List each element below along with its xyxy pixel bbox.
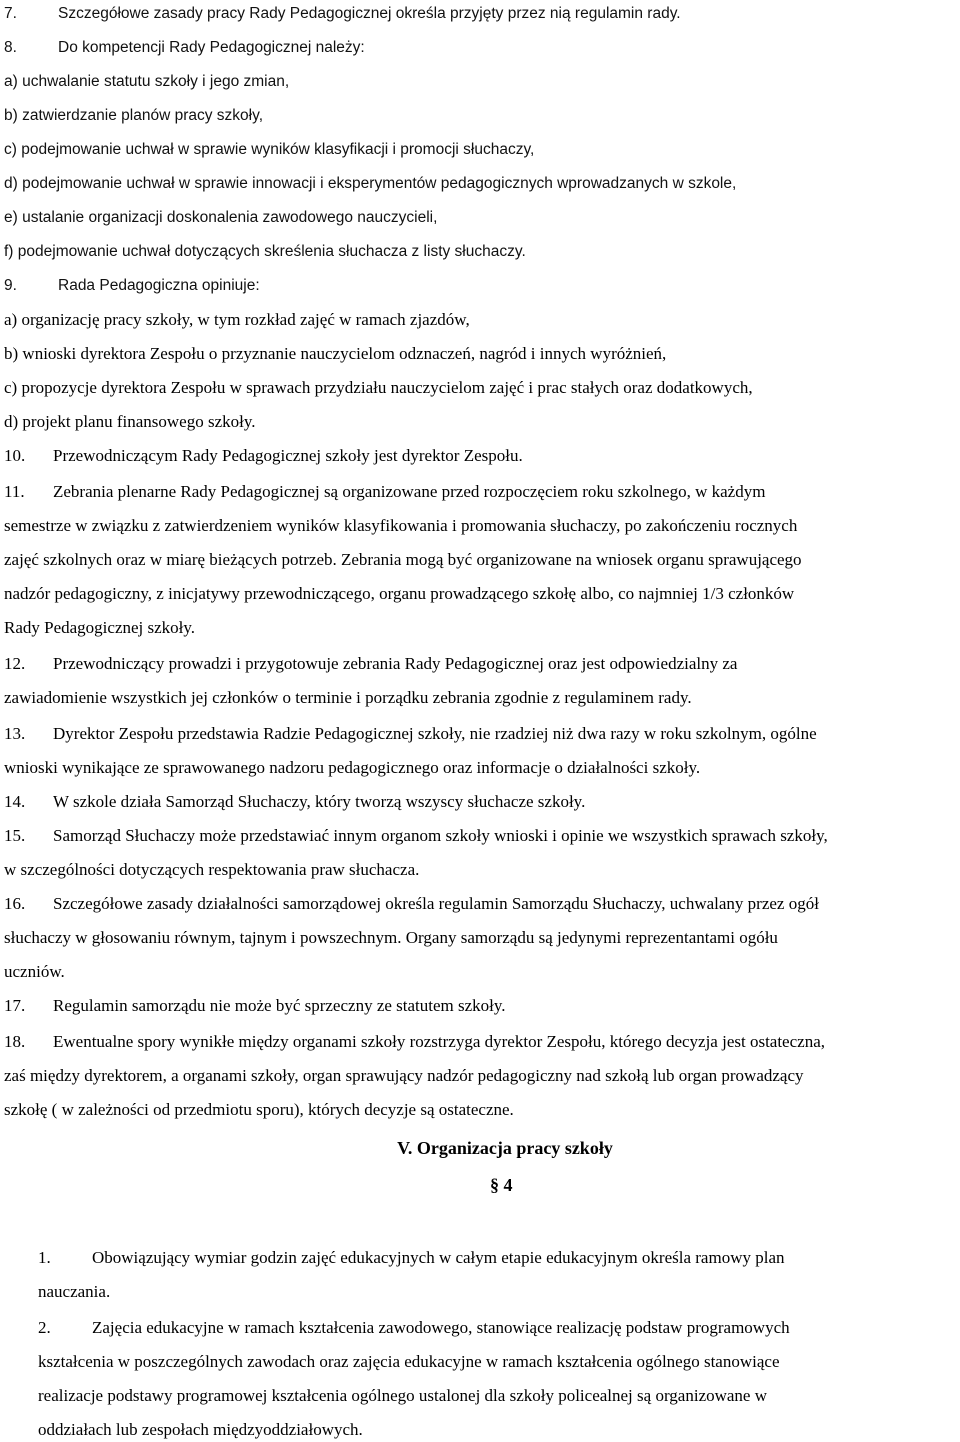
paragraph-line [4,207,437,229]
paragraph-line [4,687,692,709]
line-text: Rady Pedagogicznej szkoły. [4,618,196,637]
line-text: c) propozycje dyrektora Zespołu w sprawach przydziału nauczycielom zajęć i prac stałych oraz dodatkowych, [4,378,753,397]
paragraph-line [4,309,470,331]
line-text: a) uchwalanie statutu szkoły i jego zmian, [4,73,290,90]
paragraph-sign: § 4 [490,1175,513,1195]
line-text: w szczególności dotyczących respektowania praw słuchacza. [4,860,420,879]
numbered-paragraph-line [38,1247,784,1269]
numbered-paragraph-line [4,481,765,503]
paragraph-line [4,377,753,399]
numbered-paragraph-line [4,723,817,745]
paragraph-line [38,1419,363,1441]
paragraph-line [4,757,700,779]
line-text: Regulamin samorządu nie może być sprzeczny ze statutem szkoły. [53,996,506,1015]
paragraph-line [4,241,526,263]
item-number: 10. [4,446,26,465]
paragraph-line [4,927,778,949]
paragraph-line [4,617,195,639]
numbered-paragraph-line [4,1031,825,1053]
paragraph-line [4,71,289,93]
line-text: nauczania. [38,1282,111,1301]
line-text: Przewodniczący prowadzi i przygotowuje zebrania Rady Pedagogicznej oraz jest odpowiedzialny za [53,654,738,673]
paragraph-line [4,411,255,433]
line-text: e) ustalanie organizacji doskonalenia zawodowego nauczycieli, [4,209,438,226]
line-text: Przewodniczącym Rady Pedagogicznej szkoły jest dyrektor Zespołu. [53,446,523,465]
line-text: c) podejmowanie uchwał w sprawie wyników klasyfikacji i promocji słuchaczy, [4,141,535,158]
line-text: realizacje podstawy programowej kształcenia ogólnego ustalonej dla szkoły policealnej są organizowane w [38,1386,768,1405]
item-number: 17. [4,996,26,1015]
line-text: zajęć szkolnych oraz w miarę bieżących potrzeb. Zebrania mogą być organizowane na wniosek organu sprawującego [4,550,802,569]
numbered-paragraph-line [38,1317,790,1339]
item-number: 9. [4,277,17,294]
line-text: Szczegółowe zasady działalności samorządowej określa regulamin Samorządu Słuchaczy, uchwalany przez ogół [53,894,819,913]
paragraph-line [4,583,794,605]
line-text: W szkole działa Samorząd Słuchaczy, który tworzą wszyscy słuchacze szkoły. [53,792,586,811]
item-number: 12. [4,654,26,673]
line-text: Zebrania plenarne Rady Pedagogicznej są organizowane przed rozpoczęciem roku szkolnego, w każdym [53,482,766,501]
item-number: 8. [4,39,17,56]
paragraph-line [38,1351,780,1373]
paragraph-line [4,139,534,161]
item-number: 14. [4,792,26,811]
line-text: semestrze w związku z zatwierdzeniem wyników klasyfikowania i promowania słuchaczy, po zakończeniu rocznych [4,516,798,535]
line-text: uczniów. [4,962,65,981]
line-text: Zajęcia edukacyjne w ramach kształcenia zawodowego, stanowiące realizację podstaw programowych [92,1318,790,1337]
item-number: 18. [4,1032,26,1051]
line-text: nadzór pedagogiczny, z inicjatywy przewodniczącego, organu prowadzącego szkołę albo, co najmniej 1/3 członków [4,584,795,603]
paragraph-line [38,1281,110,1303]
line-text: d) podejmowanie uchwał w sprawie innowacji i eksperymentów pedagogicznych wprowadzanych w szkole, [4,175,737,192]
line-text: słuchaczy w głosowaniu równym, tajnym i powszechnym. Organy samorządu są jedynymi reprezentantami ogółu [4,928,778,947]
item-number: 13. [4,724,26,743]
paragraph-line [4,343,666,365]
line-text: d) projekt planu finansowego szkoły. [4,412,256,431]
line-text: Szczegółowe zasady pracy Rady Pedagogicznej określa przyjęty przez nią regulamin rady. [58,5,681,22]
paragraph-line [4,1099,514,1121]
line-text: szkołę ( w zależności od przedmiotu sporu), których decyzje są ostateczne. [4,1100,514,1119]
paragraph-line [4,1065,804,1087]
paragraph-line [4,859,419,881]
section-heading: V. Organizacja pracy szkoły [397,1138,613,1158]
paragraph-line [4,549,802,571]
line-text: a) organizację pracy szkoły, w tym rozkład zajęć w ramach zjazdów, [4,310,470,329]
line-text: zaś między dyrektorem, a organami szkoły, organ sprawujący nadzór pedagogiczny nad szkołą lub organ prowadzący [4,1066,804,1085]
numbered-paragraph-line [4,445,523,467]
line-text: oddziałach lub zespołach międzyoddziałowych. [38,1420,363,1439]
item-number: 2. [38,1318,51,1337]
line-text: Dyrektor Zespołu przedstawia Radzie Pedagogicznej szkoły, nie rzadziej niż dwa razy w roku szkolnym, ogólne [53,724,817,743]
item-number: 7. [4,5,17,22]
line-text: f) podejmowanie uchwał dotyczących skreślenia słuchacza z listy słuchaczy. [4,243,526,260]
line-text: Samorząd Słuchaczy może przedstawiać innym organom szkoły wnioski i opinie we wszystkich sprawach szkoły, [53,826,828,845]
numbered-paragraph-line [4,825,828,847]
item-number: 1. [38,1248,51,1267]
line-text: Rada Pedagogiczna opiniuje: [58,277,260,294]
item-number: 11. [4,482,25,501]
paragraph-line [4,961,65,983]
numbered-paragraph-line [4,37,365,59]
line-text: wnioski wynikające ze sprawowanego nadzoru pedagogicznego oraz informacje o działalności szkoły. [4,758,701,777]
numbered-paragraph-line [4,893,819,915]
item-number: 16. [4,894,26,913]
paragraph-line [4,515,797,537]
paragraph-line [38,1385,767,1407]
paragraph-line [4,173,736,195]
numbered-paragraph-line [4,275,260,297]
line-text: b) wnioski dyrektora Zespołu o przyznanie nauczycielom odznaczeń, nagród i innych wyróżnień, [4,344,667,363]
item-number: 15. [4,826,26,845]
numbered-paragraph-line [4,3,681,25]
paragraph-line [4,105,263,127]
line-text: Ewentualne spory wynikłe między organami szkoły rozstrzyga dyrektor Zespołu, którego decyzja jest ostateczna, [53,1032,825,1051]
numbered-paragraph-line [4,653,737,675]
numbered-paragraph-line [4,995,506,1017]
line-text: zawiadomienie wszystkich jej członków o terminie i porządku zebrania zgodnie z regulaminem rady. [4,688,692,707]
line-text: Do kompetencji Rady Pedagogicznej należy: [58,39,365,56]
line-text: b) zatwierdzanie planów pracy szkoły, [4,107,264,124]
numbered-paragraph-line [4,791,585,813]
line-text: kształcenia w poszczególnych zawodach oraz zajęcia edukacyjne w ramach kształcenia ogólnego stanowiące [38,1352,780,1371]
line-text: Obowiązujący wymiar godzin zajęć edukacyjnych w całym etapie edukacyjnym określa ramowy plan [92,1248,785,1267]
